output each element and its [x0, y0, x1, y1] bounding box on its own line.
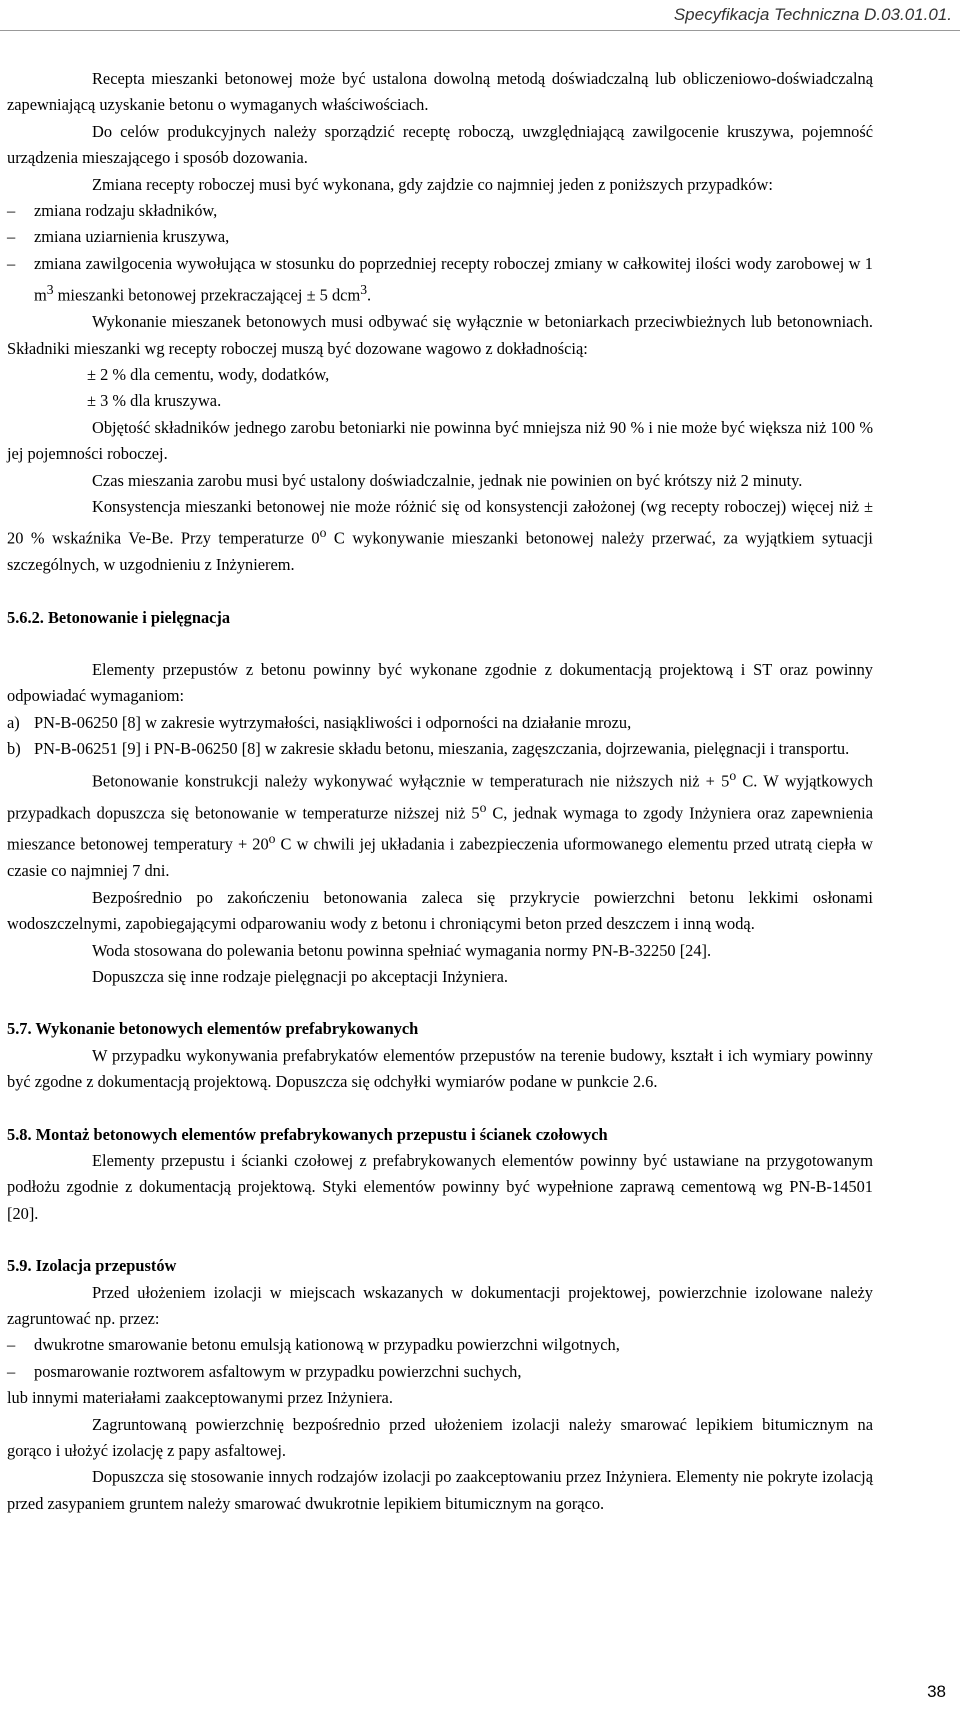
section-heading: 5.6.2. Betonowanie i pielęgnacja [7, 607, 231, 627]
page-number: 38 [927, 1682, 946, 1701]
paragraph: lub innymi materiałami zaakceptowanymi przez Inżyniera. [7, 1388, 393, 1408]
section-heading: 5.8. Montaż betonowych elementów prefabrykowanych przepustu i ścianek czołowych [7, 1124, 608, 1144]
list-item [7, 710, 873, 736]
list-item [7, 224, 873, 250]
paragraph: Wykonanie mieszanek betonowych musi odbywać się wyłącznie w betoniarkach przeciwbieżnych lub betonowniach. Składniki mieszanki wg recepty roboczej muszą być dozowane wagowo z dokładnością: [7, 312, 873, 358]
tolerance-line: ± 2 % dla cementu, wody, dodatków, [87, 364, 330, 384]
section-heading: 5.7. Wykonanie betonowych elementów prefabrykowanych [7, 1019, 419, 1039]
list-item-text: zmiana zawilgocenia wywołująca w stosunku do poprzedniej recepty roboczej zmiany w całkowitej ilości wody zarobowej w 1 $m^3$ mieszanki betonowej przekraczającej ± 5 dcm$^3$. [34, 253, 873, 305]
paragraph: Objętość składników jednego zarobu betoniarki nie powinna być mniejsza niż 90 % i nie może być większa niż 100 % jej pojemności roboczej. [7, 417, 873, 464]
list-item [7, 1359, 873, 1385]
dash-bullet: – [7, 227, 16, 247]
list-item [7, 736, 873, 762]
paragraph: Betonowanie konstrukcji należy wykonywać wyłącznie w temperaturach nie niższych niż + $5^o$ C. W wyjątkowych przypadkach dopuszcza się betonowanie w temperaturze niższej niż 5$^o$ C, jednak wymaga to zgody Inżyniera oraz zapewnienia mieszance betonowej temperatury + $20^o$ C w chwili jej układania i zabezpieczenia uformowanego elementu przed utratą ciepła w czasie co najmniej 7 dni. [7, 767, 874, 881]
dash-bullet: – [7, 1361, 16, 1381]
dash-bullet: – [7, 201, 16, 221]
paragraph: Zmiana recepty roboczej musi być wykonana, gdy zajdzie co najmniej jeden z poniższych przypadków: [92, 174, 773, 194]
paragraph: Dopuszcza się stosowanie innych rodzajów izolacji po zaakceptowaniu przez Inżyniera. Elementy nie pokryte izolacją przed zasypaniem gruntem należy smarować dwukrotnie lepikiem bitumicznym na gorąco. [7, 1467, 873, 1513]
paragraph: Recepta mieszanki betonowej może być ustalona dowolną metodą doświadczalną lub obliczeniowo-doświadczalną zapewniającą uzyskanie betonu o wymaganych właściwościach. [7, 69, 873, 115]
paragraph: Elementy przepustów z betonu powinny być wykonane zgodnie z dokumentacją projektową i ST oraz powinny odpowiadać wymaganiom: [7, 660, 873, 706]
list-item [7, 198, 873, 224]
list-label: b) [7, 739, 21, 759]
list-item-text: PN-B-06251 [9] i PN-B-06250 [8] w zakresie składu betonu, mieszania, zagęszczania, dojrzewania, pielęgnacji i transportu. [34, 739, 850, 759]
dash-bullet: – [7, 1335, 16, 1355]
paragraph: Bezpośrednio po zakończeniu betonowania zaleca się przykrycie powierzchni betonu lekkimi osłonami wodoszczelnymi, zapobiegającymi odparowaniu wody z betonu i chroniącymi beton przed deszczem i inną wodą. [7, 887, 873, 934]
running-header: Specyfikacja Techniczna D.03.01.01. [673, 5, 952, 24]
tolerance-line: ± 3 % dla kruszywa. [87, 391, 222, 411]
paragraph: Do celów produkcyjnych należy sporządzić receptę roboczą, uwzględniającą zawilgocenie kruszywa, pojemność urządzenia mieszającego i sposób dozowania. [7, 121, 873, 168]
page-body [7, 66, 873, 1517]
paragraph: Zagruntowaną powierzchnię bezpośrednio przed ułożeniem izolacji należy smarować lepikiem bitumicznym na gorąco i ułożyć izolację z papy asfaltowej. [7, 1414, 873, 1461]
list-item-text: PN-B-06250 [8] w zakresie wytrzymałości, nasiąkliwości i odporności na działanie mrozu, [34, 712, 632, 732]
list-item-text: zmiana uziarnienia kruszywa, [34, 227, 230, 247]
list-item-text: dwukrotne smarowanie betonu emulsją kationową w przypadku powierzchni wilgotnych, [34, 1335, 620, 1355]
list-label: a) [7, 712, 20, 732]
paragraph: Przed ułożeniem izolacji w miejscach wskazanych w dokumentacji projektowej, powierzchnie izolowane należy zagruntować np. przez: [7, 1282, 873, 1328]
list-item [7, 251, 873, 309]
paragraph: Elementy przepustu i ścianki czołowej z prefabrykowanych elementów powinny być ustawiane na przygotowanym podłożu zgodnie z dokumentacją projektową. Styki elementów powinny być wypełnione zaprawą cementową wg PN-B-14501 [20]. [7, 1150, 873, 1223]
dash-bullet: – [7, 253, 16, 273]
paragraph: W przypadku wykonywania prefabrykatów elementów przepustów na terenie budowy, kształt i ich wymiary powinny być zgodne z dokumentacją projektową. Dopuszcza się odchyłki wymiarów podane w punkcie 2.6. [7, 1045, 873, 1092]
paragraph: Czas mieszania zarobu musi być ustalony doświadczalnie, jednak nie powinien on być krótszy niż 2 minuty. [92, 470, 803, 490]
list-item [7, 1332, 873, 1358]
section-heading: 5.9. Izolacja przepustów [7, 1256, 177, 1276]
list-item-text: posmarowanie roztworem asfaltowym w przypadku powierzchni suchych, [34, 1361, 522, 1381]
paragraph: Konsystencja mieszanki betonowej nie może różnić się od konsystencji założonej (wg recepty roboczej) więcej niż ± 20 % wskaźnika Ve-Be. Przy temperaturze 0$^o$ C wykonywanie mieszanki betonowej należy przerwać, za wyjątkiem sytuacji szczególnych, w uzgodnieniu z Inżynierem. [7, 496, 873, 575]
paragraph: Dopuszcza się inne rodzaje pielęgnacji po akceptacji Inżyniera. [92, 966, 508, 986]
header-rule [0, 30, 960, 31]
paragraph: Woda stosowana do polewania betonu powinna spełniać wymagania normy PN-B-32250 [24]. [92, 940, 712, 960]
list-item-text: zmiana rodzaju składników, [34, 201, 218, 221]
